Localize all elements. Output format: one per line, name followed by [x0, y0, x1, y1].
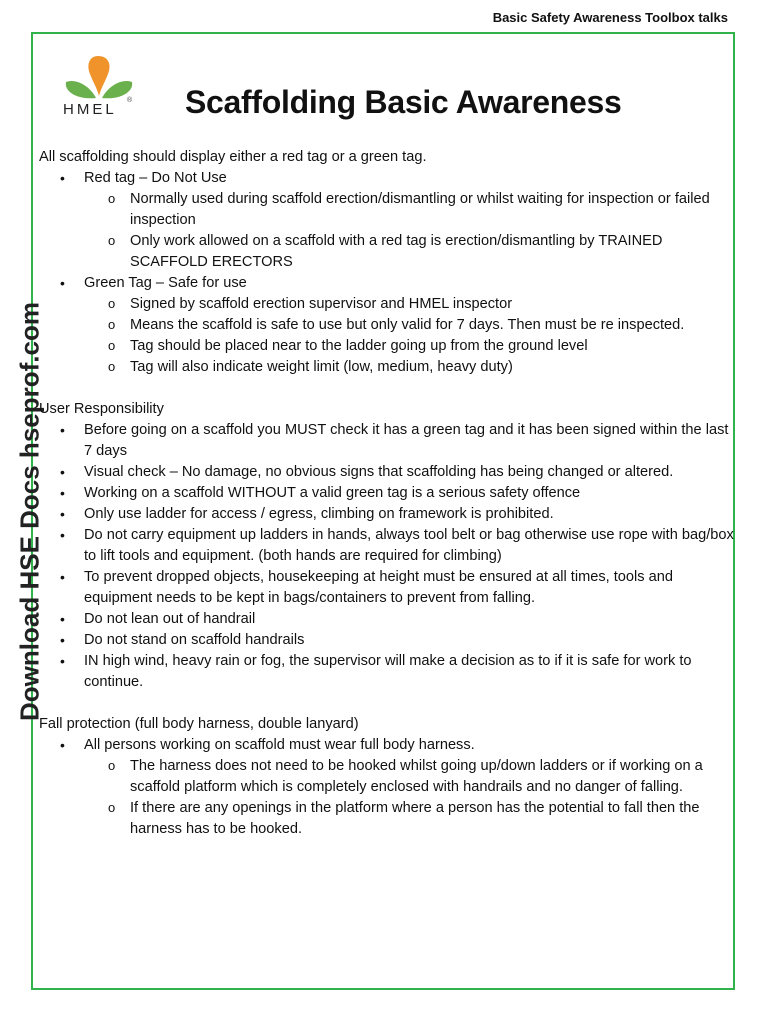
green-tag-item: • Green Tag – Safe for use	[39, 273, 739, 294]
green-tag-subitem: o Means the scaffold is safe to use but only valid for 7 days. Then must be re inspected.	[39, 315, 739, 336]
tag-list	[39, 168, 739, 378]
list-item: • Working on a scaffold WITHOUT a valid green tag is a serious safety offence	[39, 483, 739, 504]
red-tag-subitem: o Only work allowed on a scaffold with a red tag is erection/dismantling by TRAINED SCAFFOLD ERECTORS	[39, 231, 739, 273]
list-item: • Before going on a scaffold you MUST check it has a green tag and it has been signed within the last 7 days	[39, 420, 739, 462]
list-item: • IN high wind, heavy rain or fog, the supervisor will make a decision as to if it is safe for work to continue.	[39, 651, 739, 693]
list-subitem: o If there are any openings in the platform where a person has the potential to fall then the harness has to be hooked.	[39, 798, 739, 840]
list-item: • Do not stand on scaffold handrails	[39, 630, 739, 651]
list-item: • Visual check – No damage, no obvious signs that scaffolding has being changed or altered.	[39, 462, 739, 483]
intro-text: All scaffolding should display either a red tag or a green tag.	[39, 149, 427, 165]
list-item: • Only use ladder for access / egress, climbing on framework is prohibited.	[39, 504, 739, 525]
document-body	[39, 147, 739, 840]
user-responsibility-list	[39, 420, 739, 693]
list-subitem: o The harness does not need to be hooked whilst going up/down ladders or if working on a scaffold platform which is completely enclosed with handrails and no danger of falling.	[39, 756, 739, 798]
fall-protection-heading: Fall protection (full body harness, double lanyard)	[39, 716, 359, 732]
green-tag-subitem: o Tag will also indicate weight limit (low, medium, heavy duty)	[39, 357, 739, 378]
list-item: • To prevent dropped objects, housekeeping at height must be ensured at all times, tools and equipment needs to be kept in bags/containers to prevent from falling.	[39, 567, 739, 609]
green-tag-subitem: o Tag should be placed near to the ladder going up from the ground level	[39, 336, 739, 357]
list-item: • Do not lean out of handrail	[39, 609, 739, 630]
list-item: • All persons working on scaffold must wear full body harness.	[39, 735, 739, 756]
red-tag-subitem: o Normally used during scaffold erection/dismantling or whilst waiting for inspection or failed inspection	[39, 189, 739, 231]
logo-registered-mark: ®	[127, 97, 133, 104]
list-item: • Do not carry equipment up ladders in hands, always tool belt or bag otherwise use rope with bag/box to lift tools and equipment. (both hands are required for climbing)	[39, 525, 739, 567]
user-responsibility-heading: User Responsibility	[39, 401, 164, 417]
green-tag-subitem: o Signed by scaffold erection supervisor and HMEL inspector	[39, 294, 739, 315]
header-title: Basic Safety Awareness Toolbox talks	[492, 10, 728, 25]
fall-protection-list	[39, 735, 739, 840]
watermark: Download HSE Docs hseprof.com	[14, 302, 45, 721]
logo-text: HMEL	[63, 101, 117, 118]
red-tag-item: • Red tag – Do Not Use	[39, 168, 739, 189]
page-title: Scaffolding Basic Awareness	[185, 84, 622, 120]
